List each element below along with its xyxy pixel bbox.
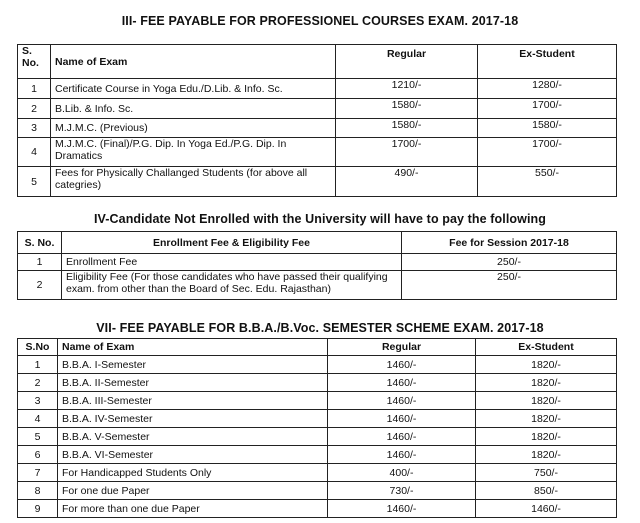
cell-sno: 5: [18, 167, 51, 197]
table-row: [18, 254, 617, 271]
table-row: [18, 446, 617, 464]
cell-regular: 1460/-: [328, 446, 476, 464]
cell-sno: 1: [18, 356, 58, 374]
cell-name: M.J.M.C. (Previous): [51, 119, 336, 138]
table-row: [18, 167, 617, 197]
cell-ex: 1460/-: [476, 500, 617, 518]
cell-regular: 490/-: [336, 167, 478, 197]
cell-sno: 8: [18, 482, 58, 500]
cell-regular: 1210/-: [336, 79, 478, 99]
cell-name: B.B.A. III-Semester: [58, 392, 328, 410]
cell-ex: 1820/-: [476, 446, 617, 464]
table-row: [18, 79, 617, 99]
header-regular: Regular: [328, 339, 476, 356]
cell-regular: 1460/-: [328, 356, 476, 374]
cell-regular: 400/-: [328, 464, 476, 482]
cell-sno: 2: [18, 99, 51, 119]
cell-name: For more than one due Paper: [58, 500, 328, 518]
cell-regular: 1460/-: [328, 428, 476, 446]
header-sno: S.No: [18, 339, 58, 356]
table-row: [18, 271, 617, 300]
cell-sno: 4: [18, 410, 58, 428]
section3-table: [17, 44, 617, 197]
table-row: [18, 119, 617, 138]
cell-name: Eligibility Fee (For those candidates who have passed their qualifying exam. from other than the Board of Sec. Edu. Rajasthan): [62, 271, 402, 300]
table-row: [18, 99, 617, 119]
cell-ex: 750/-: [476, 464, 617, 482]
cell-sno: 4: [18, 138, 51, 167]
cell-ex: 1820/-: [476, 410, 617, 428]
section3-title: III- FEE PAYABLE FOR PROFESSIONEL COURSES EXAM. 2017-18: [121, 14, 519, 28]
cell-regular: 1460/-: [328, 374, 476, 392]
table-row: [18, 482, 617, 500]
cell-name: B.Lib. & Info. Sc.: [51, 99, 336, 119]
cell-name: B.B.A. I-Semester: [58, 356, 328, 374]
cell-regular: 1700/-: [336, 138, 478, 167]
cell-sno: 3: [18, 392, 58, 410]
cell-sno: 1: [18, 254, 62, 271]
table-header-row: [18, 339, 617, 356]
table-row: [18, 374, 617, 392]
header-regular: Regular: [336, 45, 478, 79]
table-row: [18, 410, 617, 428]
table-header-row: [18, 232, 617, 254]
cell-name: M.J.M.C. (Final)/P.G. Dip. In Yoga Ed./P.G. Dip. In Dramatics: [51, 138, 336, 167]
cell-name: B.B.A. VI-Semester: [58, 446, 328, 464]
section7-title: VII- FEE PAYABLE FOR B.B.A./B.Voc. SEMESTER SCHEME EXAM. 2017-18: [96, 321, 544, 335]
header-sno: S. No.: [18, 45, 51, 79]
cell-ex: 850/-: [476, 482, 617, 500]
cell-ex: 550/-: [478, 167, 617, 197]
cell-name: Enrollment Fee: [62, 254, 402, 271]
header-fee-type: Enrollment Fee & Eligibility Fee: [62, 232, 402, 254]
cell-name: For one due Paper: [58, 482, 328, 500]
table-row: [18, 428, 617, 446]
cell-regular: 730/-: [328, 482, 476, 500]
cell-ex: 1820/-: [476, 428, 617, 446]
cell-name: For Handicapped Students Only: [58, 464, 328, 482]
table-header-row: [18, 45, 617, 79]
table-row: [18, 392, 617, 410]
header-fee-session: Fee for Session 2017-18: [402, 232, 617, 254]
cell-regular: 1580/-: [336, 119, 478, 138]
cell-ex: 1700/-: [478, 99, 617, 119]
table-row: [18, 138, 617, 167]
cell-regular: 1460/-: [328, 410, 476, 428]
cell-name: Certificate Course in Yoga Edu./D.Lib. & Info. Sc.: [51, 79, 336, 99]
cell-fee: 250/-: [402, 254, 617, 271]
header-name: Name of Exam: [51, 45, 336, 79]
table-row: [18, 500, 617, 518]
cell-name: B.B.A. V-Semester: [58, 428, 328, 446]
cell-ex: 1580/-: [478, 119, 617, 138]
cell-ex: 1700/-: [478, 138, 617, 167]
section4-table: [17, 231, 617, 300]
cell-sno: 6: [18, 446, 58, 464]
cell-ex: 1280/-: [478, 79, 617, 99]
cell-ex: 1820/-: [476, 392, 617, 410]
cell-sno: 5: [18, 428, 58, 446]
cell-name: B.B.A. IV-Semester: [58, 410, 328, 428]
header-sno: S. No.: [18, 232, 62, 254]
section4-title: IV-Candidate Not Enrolled with the University will have to pay the following: [93, 212, 547, 226]
cell-name: Fees for Physically Challanged Students (for above all categries): [51, 167, 336, 197]
cell-sno: 2: [18, 271, 62, 300]
section7-table: [17, 338, 617, 518]
cell-regular: 1460/-: [328, 500, 476, 518]
header-name: Name of Exam: [58, 339, 328, 356]
cell-ex: 1820/-: [476, 374, 617, 392]
cell-sno: 3: [18, 119, 51, 138]
cell-sno: 9: [18, 500, 58, 518]
cell-name: B.B.A. II-Semester: [58, 374, 328, 392]
cell-sno: 1: [18, 79, 51, 99]
cell-sno: 7: [18, 464, 58, 482]
cell-regular: 1580/-: [336, 99, 478, 119]
cell-fee: 250/-: [402, 271, 617, 300]
cell-ex: 1820/-: [476, 356, 617, 374]
table-row: [18, 464, 617, 482]
table-row: [18, 356, 617, 374]
cell-regular: 1460/-: [328, 392, 476, 410]
header-ex-student: Ex-Student: [478, 45, 617, 79]
cell-sno: 2: [18, 374, 58, 392]
header-ex-student: Ex-Student: [476, 339, 617, 356]
